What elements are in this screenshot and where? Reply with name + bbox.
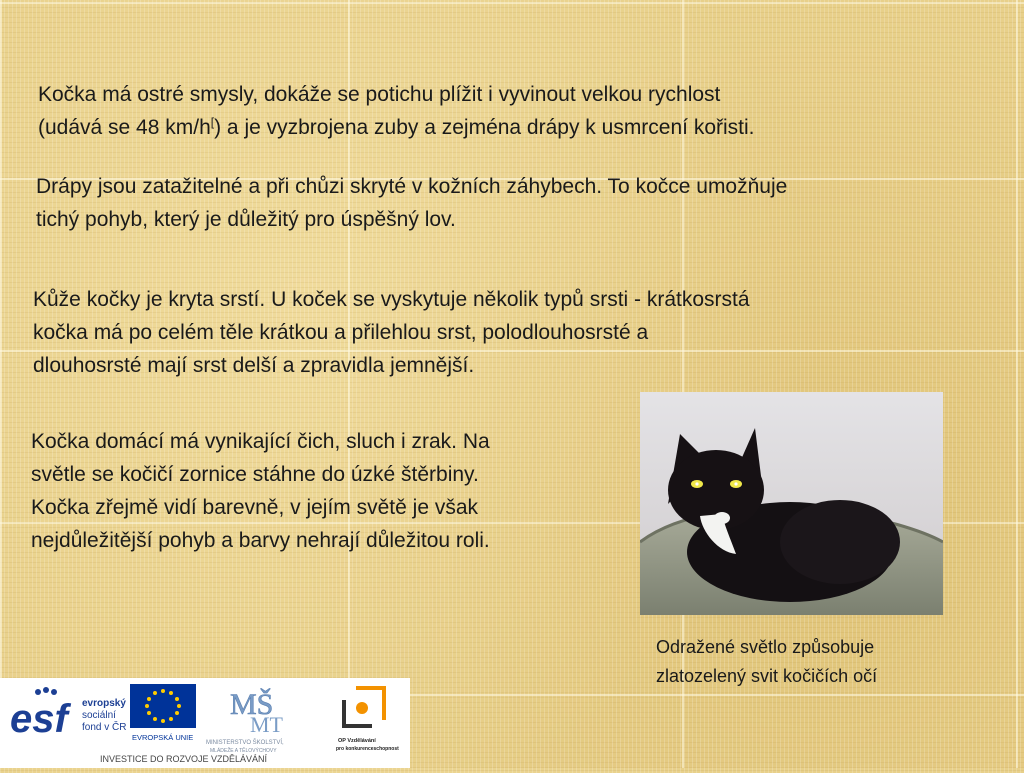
text-line: [38, 111, 755, 144]
text-line: tichý pohyb, který je důležitý pro úspěšný lov.: [36, 208, 456, 231]
svg-text:MŠ: MŠ: [230, 688, 274, 721]
text-line: Kůže kočky je kryta srstí. U koček se vyskytuje několik typů srsti - krátkosrstá: [33, 288, 750, 311]
op-line1: OP Vzdělávání: [338, 738, 376, 744]
text-line: Kočka zřejmě vidí barevně, v jejím světě je však: [31, 496, 479, 519]
esf-sub2: fond v ČR: [82, 722, 127, 733]
text-line: Drápy jsou zatažitelné a při chůzi skryté v kožních záhybech. To kočce umožňuje: [36, 175, 788, 198]
text-line: Kočka má ostré smysly, dokáže se potichu plížit i vyvinout velkou rychlost: [38, 83, 721, 106]
text-line: světle se kočičí zornice stáhne do úzké štěrbiny.: [31, 463, 479, 486]
eu-flag-icon: [130, 684, 196, 742]
text-line: nejdůležitější pohyb a barvy nehrají důležitou roli.: [31, 529, 490, 552]
paragraph-fur: [33, 283, 750, 382]
msmt-line2: MLÁDEŽE A TĚLOVÝCHOVY: [210, 748, 277, 754]
caption-line: Odražené světlo způsobuje: [656, 637, 875, 657]
eu-label: EVROPSKÁ UNIE: [132, 733, 194, 742]
cat-photo: [640, 392, 943, 615]
paragraph-claws: [36, 170, 787, 236]
background-seam: [1016, 0, 1018, 768]
svg-text:MT: MT: [250, 712, 283, 737]
msmt-line1: MINISTERSTVO ŠKOLSTVÍ,: [206, 740, 284, 746]
esf-sub1: sociální: [82, 710, 116, 721]
photo-caption: [656, 633, 877, 691]
esf-title: evropský: [82, 698, 126, 709]
background-seam: [0, 2, 1024, 4]
paragraph-vision: [31, 425, 490, 557]
text-line: Kočka domácí má vynikající čich, sluch i zrak. Na: [31, 430, 490, 453]
esf-logo: [10, 687, 126, 741]
funding-logos: [0, 678, 410, 768]
op-line2: pro konkurenceschopnost: [336, 746, 399, 752]
funding-logos-banner: [0, 678, 410, 768]
text-line: kočka má po celém těle krátkou a přilehlou srst, polodlouhosrsté a: [33, 321, 649, 344]
text-fragment: ) a je vyzbrojena zuby a zejména drápy k usmrcení kořisti.: [214, 116, 755, 139]
slogan: INVESTICE DO ROZVOJE VZDĚLÁVÁNÍ: [100, 754, 268, 764]
text-fragment: (udává se 48 km/h: [38, 116, 211, 139]
paragraph-senses: [38, 78, 755, 144]
op-vzdelavani-logo: [336, 688, 399, 752]
caption-line: zlatozelený svit kočičích očí: [656, 666, 878, 686]
black-cat-photo-icon: [640, 392, 943, 615]
background-seam: [0, 0, 2, 768]
footnote-link[interactable]: [: [210, 115, 215, 129]
svg-text:esf: esf: [10, 697, 68, 741]
msmt-logo: [206, 688, 284, 754]
text-line: dlouhosrsté mají srst delší a zpravidla jemnější.: [33, 354, 475, 377]
